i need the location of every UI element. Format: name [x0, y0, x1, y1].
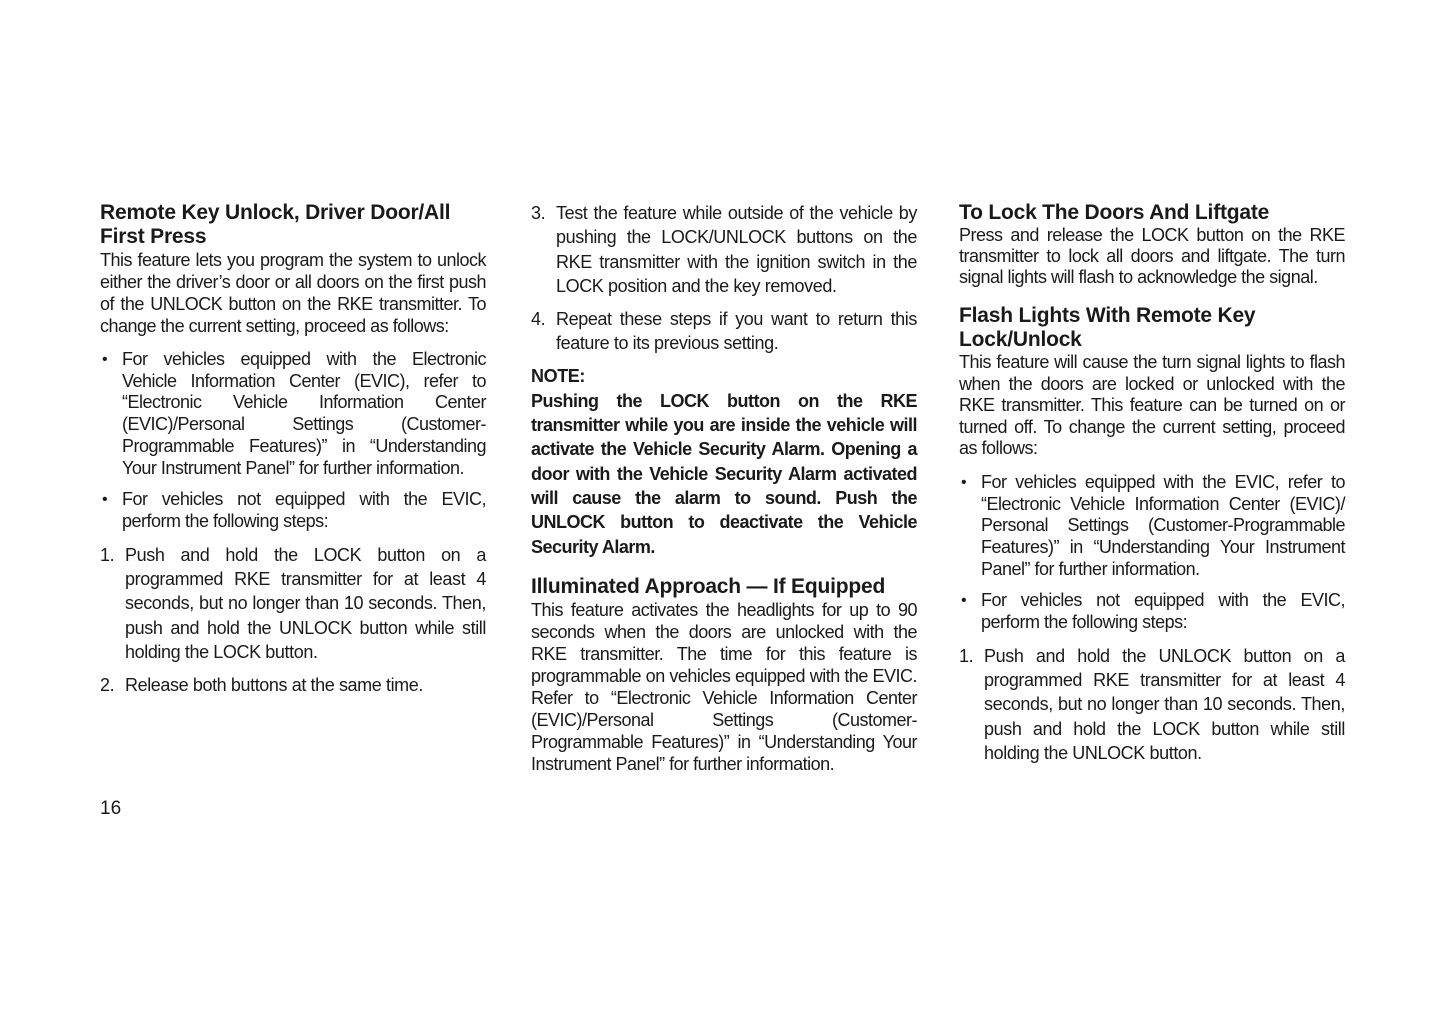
step-text: Push and hold the LOCK button on a programmed RKE transmitter for at least 4 seconds, but no longer than 10 seconds. Then, push and hold the UNLOCK button while still holding the LOCK button.: [125, 544, 486, 662]
column-right: [959, 201, 1345, 774]
note-text: Pushing the LOCK button on the RKE transmitter while you are inside the vehicle will activate the Vehicle Security Alarm. Opening a door with the Vehicle Security Alarm activated will cause the alarm to sound. Push the UNLOCK button to deactivate the Vehicle Security Alarm.: [531, 390, 917, 557]
step-number: 3.: [531, 203, 546, 223]
section-body: This feature will cause the turn signal lights to flash when the doors are locked or unlocked with the RKE transmitter. This feature can be turned on or turned off. To change the current setting, proceed as follows:: [959, 352, 1345, 459]
numbered-steps: [100, 543, 486, 698]
column-left: [100, 201, 486, 706]
section-heading-flash-lights: Flash Lights With Remote Key Lock/Unlock: [959, 304, 1256, 351]
step-text: Push and hold the UNLOCK button on a programmed RKE transmitter for at least 4 seconds, but no longer than 10 seconds. Then, push and hold the LOCK button while still holding the UNLOCK button.: [984, 645, 1345, 764]
step-text: Release both buttons at the same time.: [125, 675, 423, 696]
step-number: 1.: [100, 544, 115, 565]
section-heading-lock-doors: To Lock The Doors And Liftgate: [959, 201, 1270, 224]
bullet-item: • For vehicles equipped with the Electronic Vehicle Information Center (EVIC), refer to “Electronic Vehicle Information Center (EVIC)/Personal Settings (Customer-Programmable Features)” in “Understanding Your Instrument Panel” for further information.: [100, 349, 486, 479]
step-item: [100, 543, 486, 664]
bullet-list: [100, 349, 486, 533]
step-item: [959, 644, 1345, 765]
step-number: 2.: [100, 675, 115, 696]
numbered-steps: [531, 201, 917, 356]
step-text: Repeat these steps if you want to return this feature to its previous setting.: [556, 309, 917, 354]
step-item: [100, 673, 486, 697]
column-middle: [531, 201, 917, 775]
step-number: 1.: [959, 645, 974, 666]
bullet-item: • For vehicles equipped with the EVIC, refer to “Electronic Vehicle Information Center (EVIC)/ Personal Settings (Customer-Programmable Features)” in “Understanding Your Instrument Panel” for further information.: [959, 472, 1345, 581]
bullet-item: • For vehicles not equipped with the EVIC, perform the following steps:: [959, 590, 1345, 633]
bullet-item: • For vehicles not equipped with the EVIC, perform the following steps:: [100, 489, 486, 532]
section-heading-remote-key-unlock: Remote Key Unlock, Driver Door/All First Press: [100, 201, 451, 248]
step-item: [531, 201, 917, 298]
section-body: This feature activates the headlights for up to 90 seconds when the doors are unlocked with the RKE transmitter. The time for this feature is programmable on vehicles equipped with the EVIC. Refer to “Electronic Vehicle Information Center (EVIC)/Personal Settings (Customer-Programmable Features)” in “Understanding Your Instrument Panel” for further information.: [531, 599, 917, 774]
section-body: Press and release the LOCK button on the RKE transmitter to lock all doors and liftgate. The turn signal lights will flash to acknowledge the signal.: [959, 225, 1345, 287]
step-item: [531, 307, 917, 356]
step-number: 4.: [531, 309, 546, 330]
step-text: Test the feature while outside of the vehicle by pushing the LOCK/UNLOCK buttons on the RKE transmitter with the ignition switch in the LOCK position and the key removed.: [556, 203, 917, 296]
numbered-steps: [959, 644, 1345, 765]
section-heading-illuminated-approach: Illuminated Approach — If Equipped: [531, 574, 886, 598]
page-number: 16: [100, 798, 122, 819]
note-label: NOTE:: [531, 365, 585, 386]
bullet-list: [959, 472, 1345, 634]
section-intro: This feature lets you program the system to unlock either the driver’s door or all doors on the first push of the UNLOCK button on the RKE transmitter. To change the current setting, proceed as follows:: [100, 250, 486, 336]
